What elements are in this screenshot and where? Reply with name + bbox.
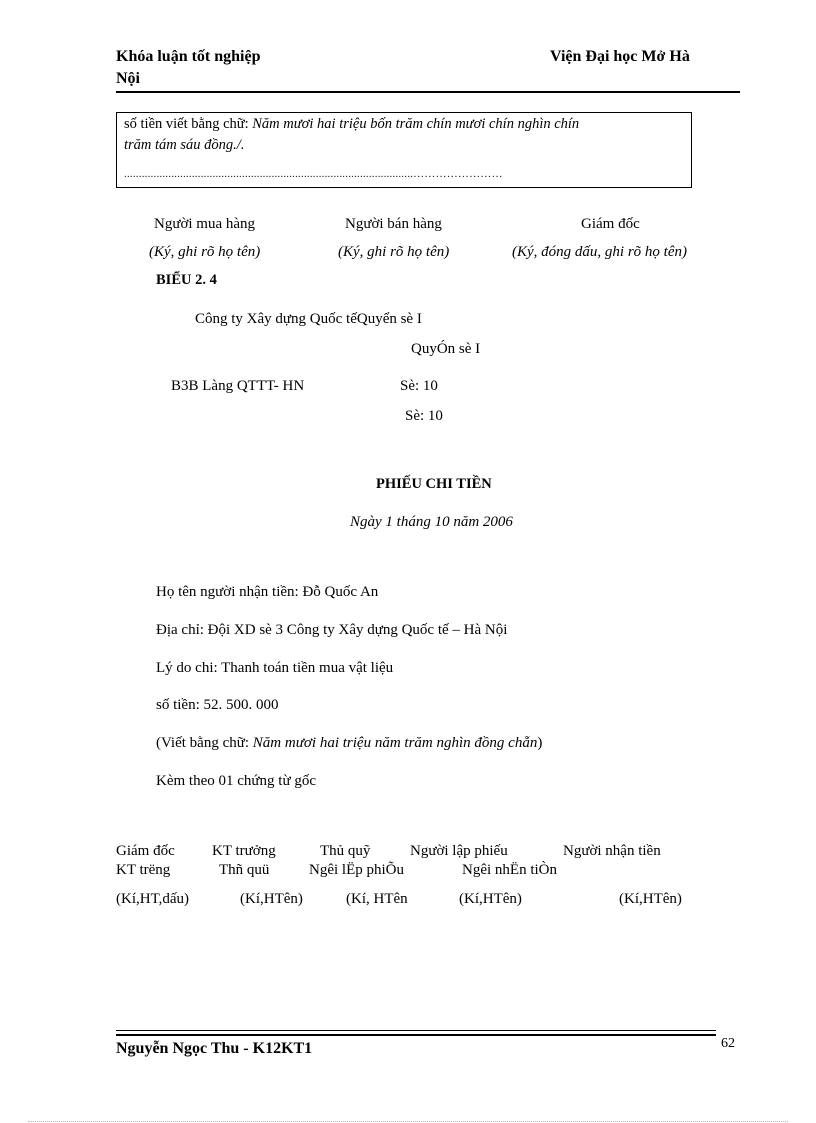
voucher-number-2: Sè: 10: [405, 408, 443, 424]
footer-rule-bottom: [116, 1034, 716, 1036]
footer-author: Nguyễn Ngọc Thu - K12KT1: [116, 1040, 313, 1057]
role-cashier-garbled: Thñ quü: [219, 862, 270, 878]
amount-words-line-1: [124, 116, 579, 133]
page-edge-line: [28, 1121, 788, 1122]
voucher-title: PHIẾU CHI TIỀN: [376, 476, 492, 492]
footer-rule-top: [116, 1030, 716, 1031]
dotted-fill-line: ..................................................................................................……………………: [124, 168, 503, 180]
signature-seller-title: Người bán hàng: [345, 216, 442, 232]
amount-words-text: Năm mươi hai triệu bốn trăm chín mươi chín nghìn chín: [252, 116, 580, 132]
amount-words-open: (Viết bằng chữ:: [156, 735, 253, 751]
note-preparer: (Kí,HTên): [459, 891, 522, 907]
note-receiver: (Kí,HTên): [619, 891, 682, 907]
amount-words-line-2: trăm tám sáu đồng./.: [124, 137, 245, 153]
field-reason: Lý do chi: Thanh toán tiền mua vật liệu: [156, 660, 394, 676]
voucher-number-1: Sè: 10: [400, 378, 438, 394]
page-number: 62: [721, 1036, 735, 1051]
book-number: QuyÓn sè I: [411, 341, 481, 357]
amount-words-value: Năm mươi hai triệu năm trăm nghìn đồng chẵn: [252, 735, 538, 751]
role-preparer: Người lập phiếu: [410, 843, 508, 859]
signature-seller-note: (Ký, ghi rõ họ tên): [338, 244, 450, 260]
amount-words-box: [116, 112, 692, 188]
signature-director-note: (Ký, đóng dấu, ghi rõ họ tên): [512, 244, 687, 260]
amount-words-close: ): [537, 735, 543, 751]
amount-words-prefix: số tiền viết bằng chữ:: [124, 116, 253, 132]
field-amount: số tiền: 52. 500. 000: [156, 697, 279, 713]
header-title-left: Khóa luận tốt nghiệp: [116, 48, 261, 65]
signature-buyer-title: Người mua hàng: [154, 216, 256, 232]
voucher-date: Ngày 1 tháng 10 năm 2006: [350, 514, 513, 530]
field-attachments: Kèm theo 01 chứng từ gốc: [156, 773, 316, 789]
role-receiver: Người nhận tiền: [563, 843, 661, 859]
field-address: Địa chỉ: Đội XD sè 3 Công ty Xây dựng Quốc tế – Hà Nội: [156, 622, 508, 638]
role-chief-accountant-garbled: KT trëng: [116, 862, 171, 878]
header-title-right: Viện Đại học Mở Hà: [550, 48, 690, 65]
form-label: BIỂU 2. 4: [156, 272, 217, 288]
signature-director-title: Giám đốc: [581, 216, 640, 232]
role-chief-accountant: KT trưởng: [212, 843, 276, 859]
header-rule: [116, 91, 740, 93]
note-cashier: (Kí, HTên: [346, 891, 408, 907]
role-preparer-garbled: Ngêi lËp phiÕu: [309, 862, 404, 878]
signature-buyer-note: (Ký, ghi rõ họ tên): [149, 244, 261, 260]
role-director: Giám đốc: [116, 843, 175, 859]
field-receiver: Họ tên người nhận tiền: Đỗ Quốc An: [156, 584, 379, 600]
field-amount-words: [156, 735, 542, 752]
role-cashier: Thủ quỹ: [320, 843, 371, 859]
note-director: (Kí,HT,dấu): [116, 891, 190, 907]
role-receiver-garbled: Ngêi nhËn tiÒn: [462, 862, 557, 878]
company-name: Công ty Xây dựng Quốc tếQuyển sè I: [195, 311, 422, 327]
company-address: B3B Làng QTTT- HN: [171, 378, 305, 394]
header-title-left-continued: Nội: [116, 70, 140, 87]
note-chief-accountant: (Kí,HTên): [240, 891, 303, 907]
